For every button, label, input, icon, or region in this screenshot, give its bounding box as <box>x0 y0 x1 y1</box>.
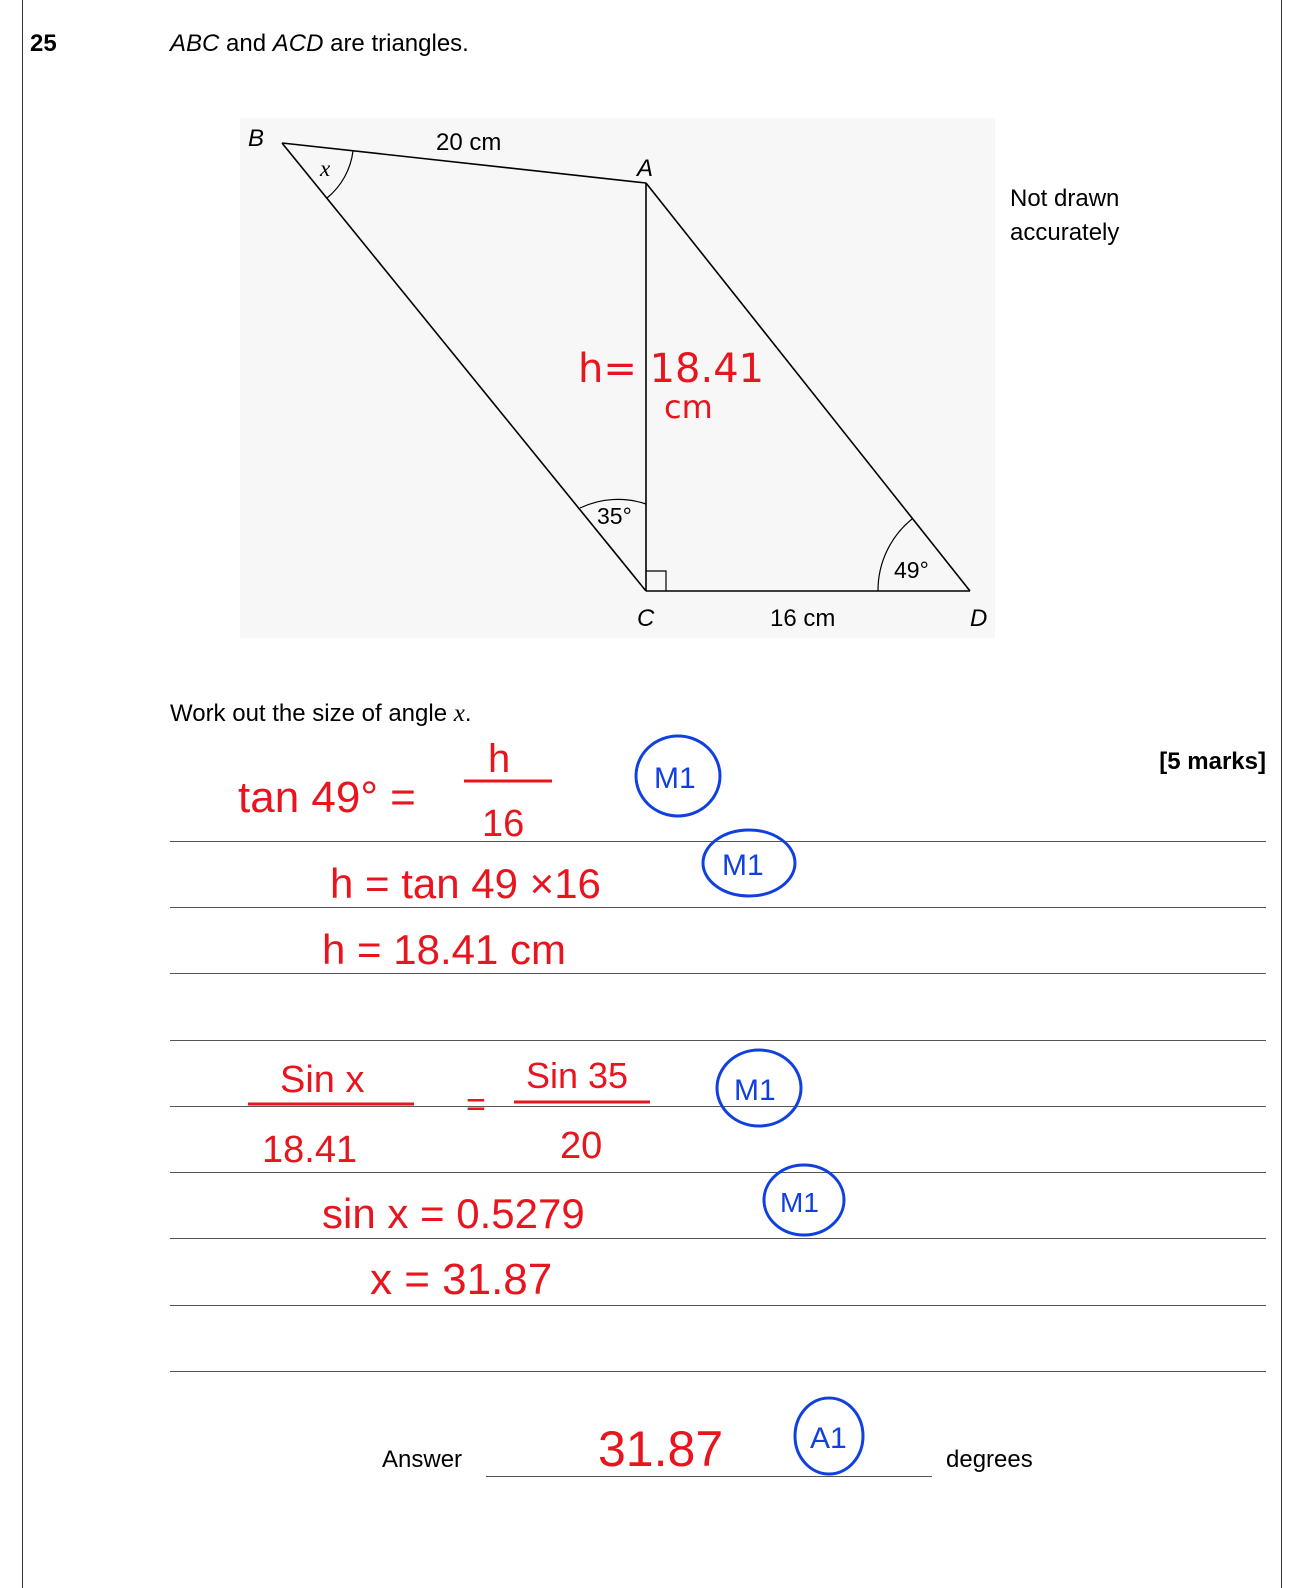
working-tan-numerator: h <box>488 737 511 781</box>
answer-label: Answer <box>382 1446 463 1473</box>
working-sin35-numerator: Sin 35 <box>526 1055 629 1096</box>
mark-a1-label: A1 <box>810 1422 847 1455</box>
vertex-label-b: B <box>248 125 265 152</box>
working-line-6: x = 31.87 <box>370 1255 553 1304</box>
handwritten-h-value: h= 18.41 <box>578 346 765 392</box>
note-line-1: Not drawn <box>1010 185 1120 212</box>
marks-label: [5 marks] <box>1159 748 1266 775</box>
working-sin35-denominator: 20 <box>560 1125 603 1167</box>
answer-line <box>486 1476 932 1477</box>
working-sinx-denominator: 18.41 <box>262 1129 358 1171</box>
length-ab-label: 20 cm <box>436 129 502 156</box>
answer-value: 31.87 <box>598 1421 724 1477</box>
working-tan-lhs: tan 49° = <box>238 773 416 822</box>
angle-b-label: x <box>320 156 331 181</box>
mark-m1-label: M1 <box>654 762 696 795</box>
answer-unit: degrees <box>946 1446 1033 1473</box>
mark-m1-label: M1 <box>722 849 764 882</box>
handwritten-h-unit: cm <box>664 388 713 426</box>
stem-and: and <box>219 30 273 57</box>
angle-d-label: 49° <box>894 557 929 583</box>
working-equals: = <box>466 1086 486 1124</box>
angle-c-label: 35° <box>597 503 632 529</box>
working-tan-denominator: 16 <box>482 803 525 845</box>
stem-acd: ACD <box>272 30 324 57</box>
working-line-2: h = tan 49 ×16 <box>330 860 601 907</box>
vertex-label-a: A <box>637 155 654 182</box>
instruction-end: . <box>464 700 472 727</box>
stem-rest: are triangles. <box>323 30 469 57</box>
question-number: 25 <box>30 30 57 57</box>
vertex-label-d: D <box>970 605 988 632</box>
stem-abc: ABC <box>170 30 220 57</box>
working-line-5: sin x = 0.5279 <box>322 1190 585 1237</box>
length-cd-label: 16 cm <box>770 605 836 632</box>
mark-m1-label: M1 <box>734 1074 776 1107</box>
note-line-2: accurately <box>1010 219 1120 246</box>
instruction-variable: x <box>453 700 465 727</box>
working-line-3: h = 18.41 cm <box>322 926 566 973</box>
vertex-label-c: C <box>637 605 655 632</box>
working-sinx-numerator: Sin x <box>280 1059 365 1101</box>
instruction-text: Work out the size of angle <box>170 700 454 727</box>
mark-m1-label: M1 <box>780 1187 819 1218</box>
